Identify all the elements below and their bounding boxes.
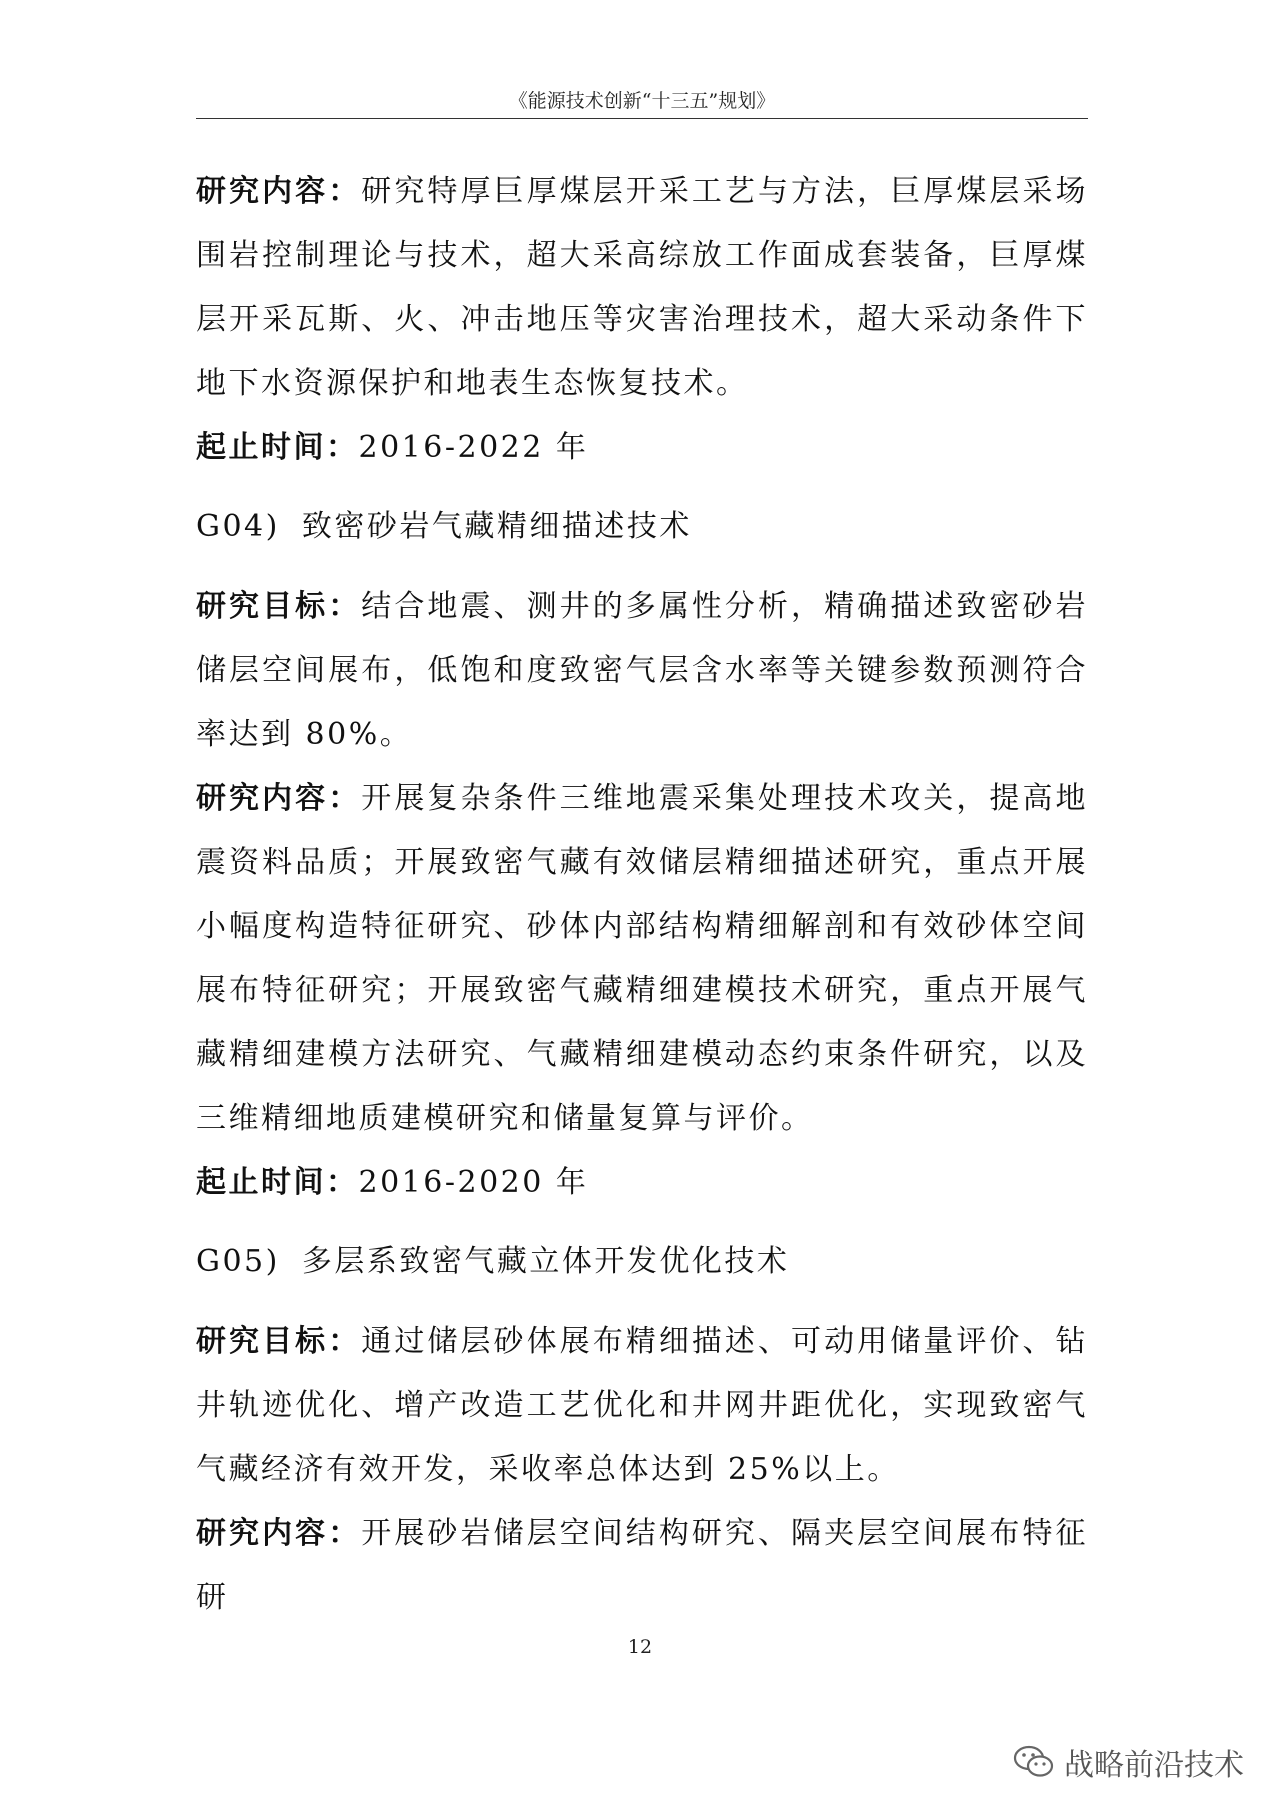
paragraph-label: 起止时间：	[196, 430, 359, 465]
wechat-icon	[1012, 1742, 1056, 1782]
paragraph-research-content	[196, 767, 1088, 1151]
paragraph-time-range	[196, 416, 1088, 480]
paragraph-label: 研究内容：	[196, 1516, 362, 1551]
paragraph-research-goal	[196, 1310, 1088, 1502]
paragraph-text: 结合地震、测井的多属性分析，精确描述致密砂岩储层空间展布，低饱和度致密气层含水率等关键参数预测符合率达到 80%。	[196, 589, 1089, 752]
section-code: G05)	[196, 1244, 280, 1279]
paragraph-time-range	[196, 1151, 1088, 1215]
section-title: 致密砂岩气藏精细描述技术	[301, 509, 692, 544]
paragraph-text: 开展复杂条件三维地震采集处理技术攻关，提高地震资料品质；开展致密气藏有效储层精细描述研究，重点开展小幅度构造特征研究、砂体内部结构精细解剖和有效砂体空间展布特征研究；开展致密气藏精细建模技术研究，重点开展气藏精细建模方法研究、气藏精细建模动态约束条件研究，以及三维精细地质建模研究和储量复算与评价。	[196, 781, 1089, 1136]
paragraph-text: 2016-2022 年	[358, 430, 589, 465]
paragraph-research-content	[196, 1502, 1088, 1630]
paragraph-label: 研究目标：	[196, 589, 362, 624]
paragraph-text: 通过储层砂体展布精细描述、可动用储量评价、钻井轨迹优化、增产改造工艺优化和井网井距优化，实现致密气气藏经济有效开发，采收率总体达到 25%以上。	[196, 1324, 1089, 1487]
paragraph-text: 2016-2020 年	[358, 1165, 589, 1200]
paragraph-label: 起止时间：	[196, 1165, 359, 1200]
paragraph-text: 研究特厚巨厚煤层开采工艺与方法，巨厚煤层采场围岩控制理论与技术，超大采高综放工作面成套装备，巨厚煤层开采瓦斯、火、冲击地压等灾害治理技术，超大采动条件下地下水资源保护和地表生态恢复技术。	[196, 174, 1089, 401]
paragraph-label: 研究内容：	[196, 174, 362, 209]
paragraph-research-content	[196, 160, 1088, 416]
paragraph-label: 研究内容：	[196, 781, 362, 816]
paragraph-research-goal	[196, 575, 1088, 767]
watermark	[1012, 1740, 1244, 1784]
watermark-text: 战略前沿技术	[1064, 1748, 1244, 1783]
running-header: 《能源技术创新“十三五”规划》	[508, 90, 776, 112]
section-code: G04)	[196, 509, 280, 544]
header-rule	[196, 118, 1088, 119]
paragraph-text: 开展砂岩储层空间结构研究、隔夹层空间展布特征研	[196, 1516, 1089, 1615]
paragraph-label: 研究目标：	[196, 1324, 362, 1359]
page-number: 12	[627, 1636, 653, 1658]
body-text	[196, 160, 1088, 1630]
section-heading-g05	[196, 1230, 1088, 1294]
section-title: 多层系致密气藏立体开发优化技术	[301, 1244, 790, 1279]
section-heading-g04	[196, 495, 1088, 559]
